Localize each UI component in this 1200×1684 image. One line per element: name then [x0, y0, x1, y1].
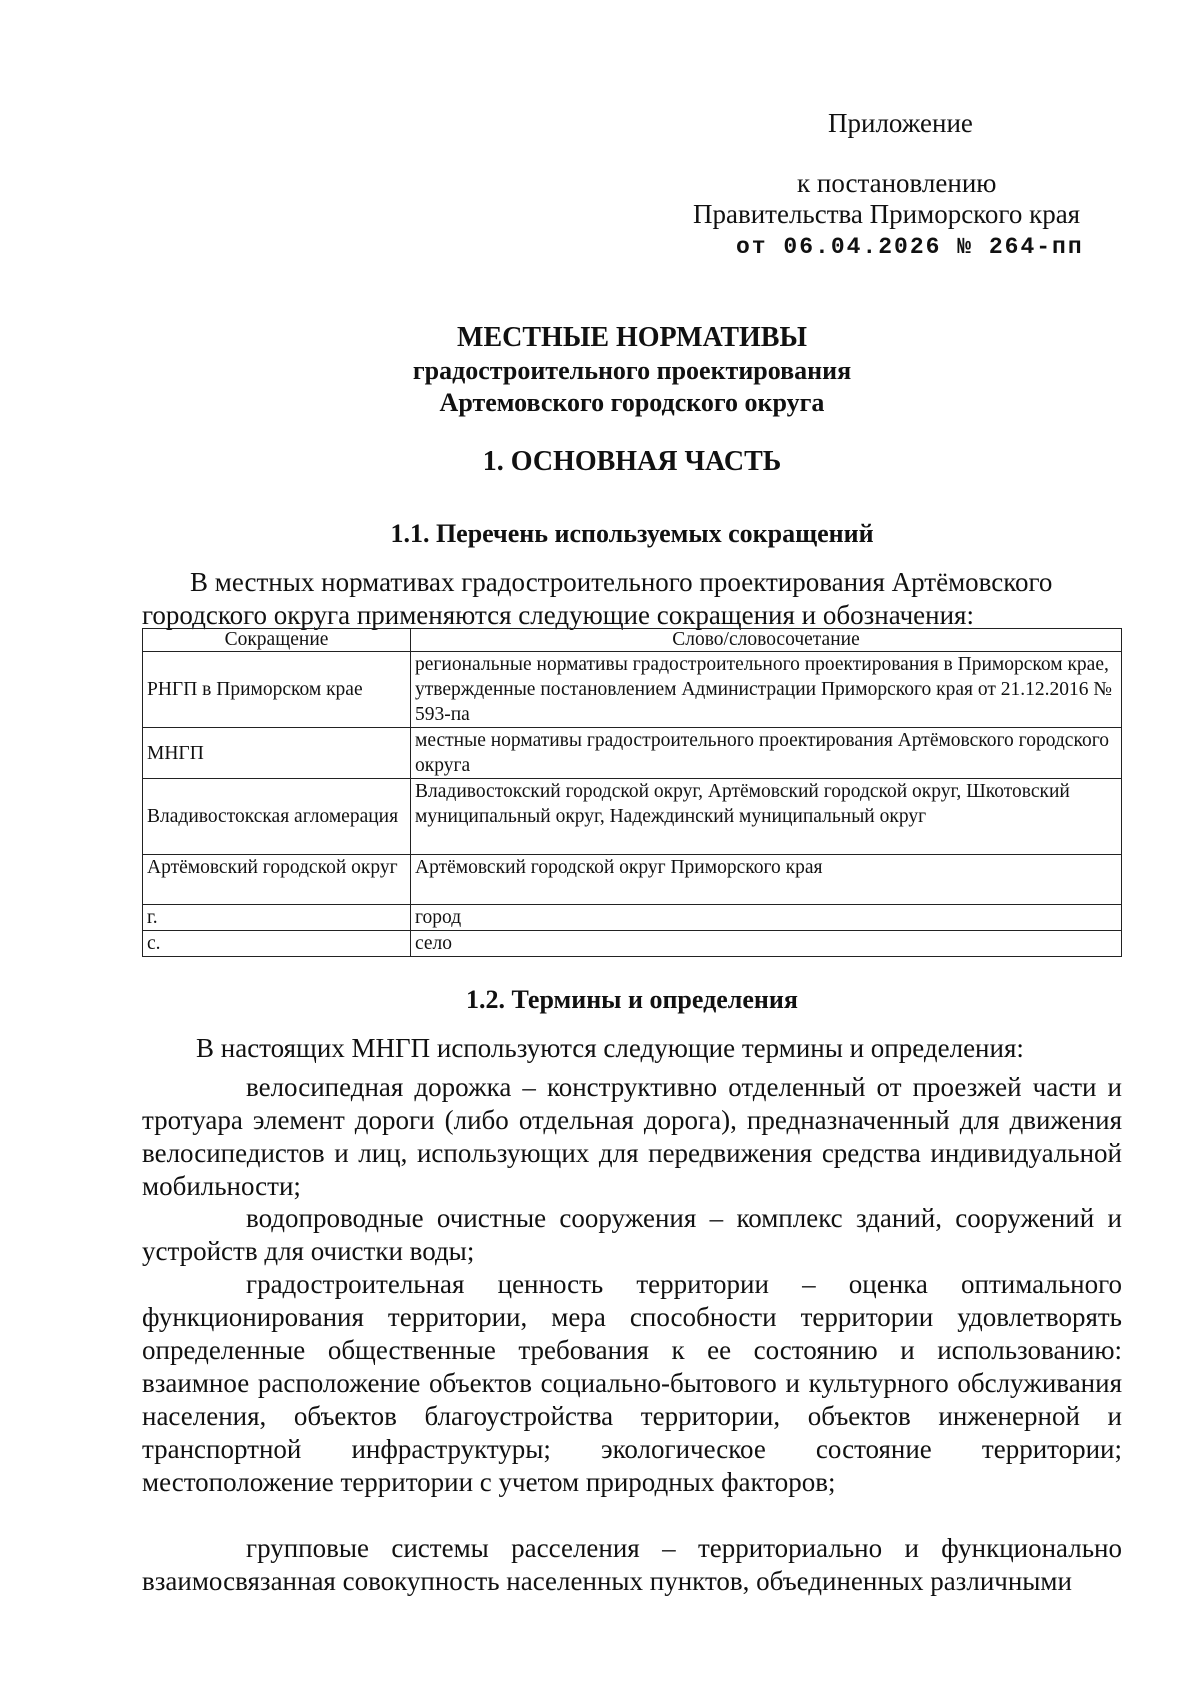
appendix-line-2: Правительства Приморского края	[693, 199, 1081, 229]
table-cell-abbr: с.	[143, 931, 411, 957]
abbreviations-intro	[142, 566, 1122, 632]
section-1-1-heading: 1.1. Перечень используемых сокращений	[390, 519, 874, 548]
table-row	[143, 779, 1122, 855]
table-row	[143, 652, 1122, 728]
table-cell-meaning: Владивостокский городской округ, Артёмовский городской округ, Шкотовский муниципальный округ, Надеждинский муниципальный округ	[411, 779, 1122, 855]
table-cell-meaning: Артёмовский городской округ Приморского края	[411, 855, 1122, 905]
abbreviations-intro-text: В местных нормативах градостроительного проектирования Артёмовского городского округа применяются следующие сокращения и обозначения:	[142, 567, 1053, 630]
table-cell-abbr: Артёмовский городской округ	[143, 855, 411, 905]
table-cell-abbr: МНГП	[143, 728, 411, 779]
document-subtitle-2: Артемовского городского округа	[439, 388, 825, 417]
term-paragraph: градостроительная ценность территории – оценка оптимального функционирования территории, мера способности территории удовлетворять определенные общественные требования к ее состоянию и использованию: взаимное расположение объектов социально-бытового и культурного обслуживания населения, объектов благоустройства территории, объектов инженерной и транспортной инфраструктуры; экологическое состояние территории; местоположение территории с учетом природных факторов;	[142, 1269, 1122, 1497]
document-title: МЕСТНЫЕ НОРМАТИВЫ	[457, 322, 807, 353]
table-header-abbr: Сокращение	[143, 629, 411, 652]
appendix-line-1: к постановлению	[797, 168, 997, 198]
table-cell-abbr: Владивостокская агломерация	[143, 779, 411, 855]
table-row	[143, 728, 1122, 779]
section-1-heading: 1. ОСНОВНАЯ ЧАСТЬ	[482, 446, 782, 477]
appendix-title: Приложение	[828, 108, 973, 138]
table-cell-abbr: г.	[143, 905, 411, 931]
table-row	[143, 855, 1122, 905]
term-paragraph: групповые системы расселения – территориально и функционально взаимосвязанная совокупность населенных пунктов, объединенных различными	[142, 1533, 1122, 1596]
appendix-decree-number: от 06.04.2026 № 264-пп	[736, 234, 1084, 260]
abbreviations-table	[142, 628, 1122, 957]
table-row	[143, 931, 1122, 957]
table-header-meaning: Слово/словосочетание	[411, 629, 1122, 652]
table-cell-meaning: региональные нормативы градостроительного проектирования в Приморском крае, утвержденные постановлением Администрации Приморского края от 21.12.2016 № 593-па	[411, 652, 1122, 728]
section-1-2-heading: 1.2. Термины и определения	[466, 985, 798, 1014]
table-cell-meaning: город	[411, 905, 1122, 931]
table-row	[143, 905, 1122, 931]
term-paragraph: водопроводные очистные сооружения – комплекс зданий, сооружений и устройств для очистки воды;	[142, 1203, 1122, 1266]
document-subtitle-1: градостроительного проектирования	[412, 356, 852, 385]
term-paragraph: велосипедная дорожка – конструктивно отделенный от проезжей части и тротуара элемент дороги (либо отдельная дорога), предназначенный для движения велосипедистов и лиц, использующих для передвижения средства индивидуальной мобильности;	[142, 1072, 1122, 1201]
terms-intro: В настоящих МНГП используются следующие термины и определения:	[196, 1033, 1024, 1063]
table-cell-meaning: село	[411, 931, 1122, 957]
table-header-row	[143, 629, 1122, 652]
table-cell-meaning: местные нормативы градостроительного проектирования Артёмовского городского округа	[411, 728, 1122, 779]
table-cell-abbr: РНГП в Приморском крае	[143, 652, 411, 728]
